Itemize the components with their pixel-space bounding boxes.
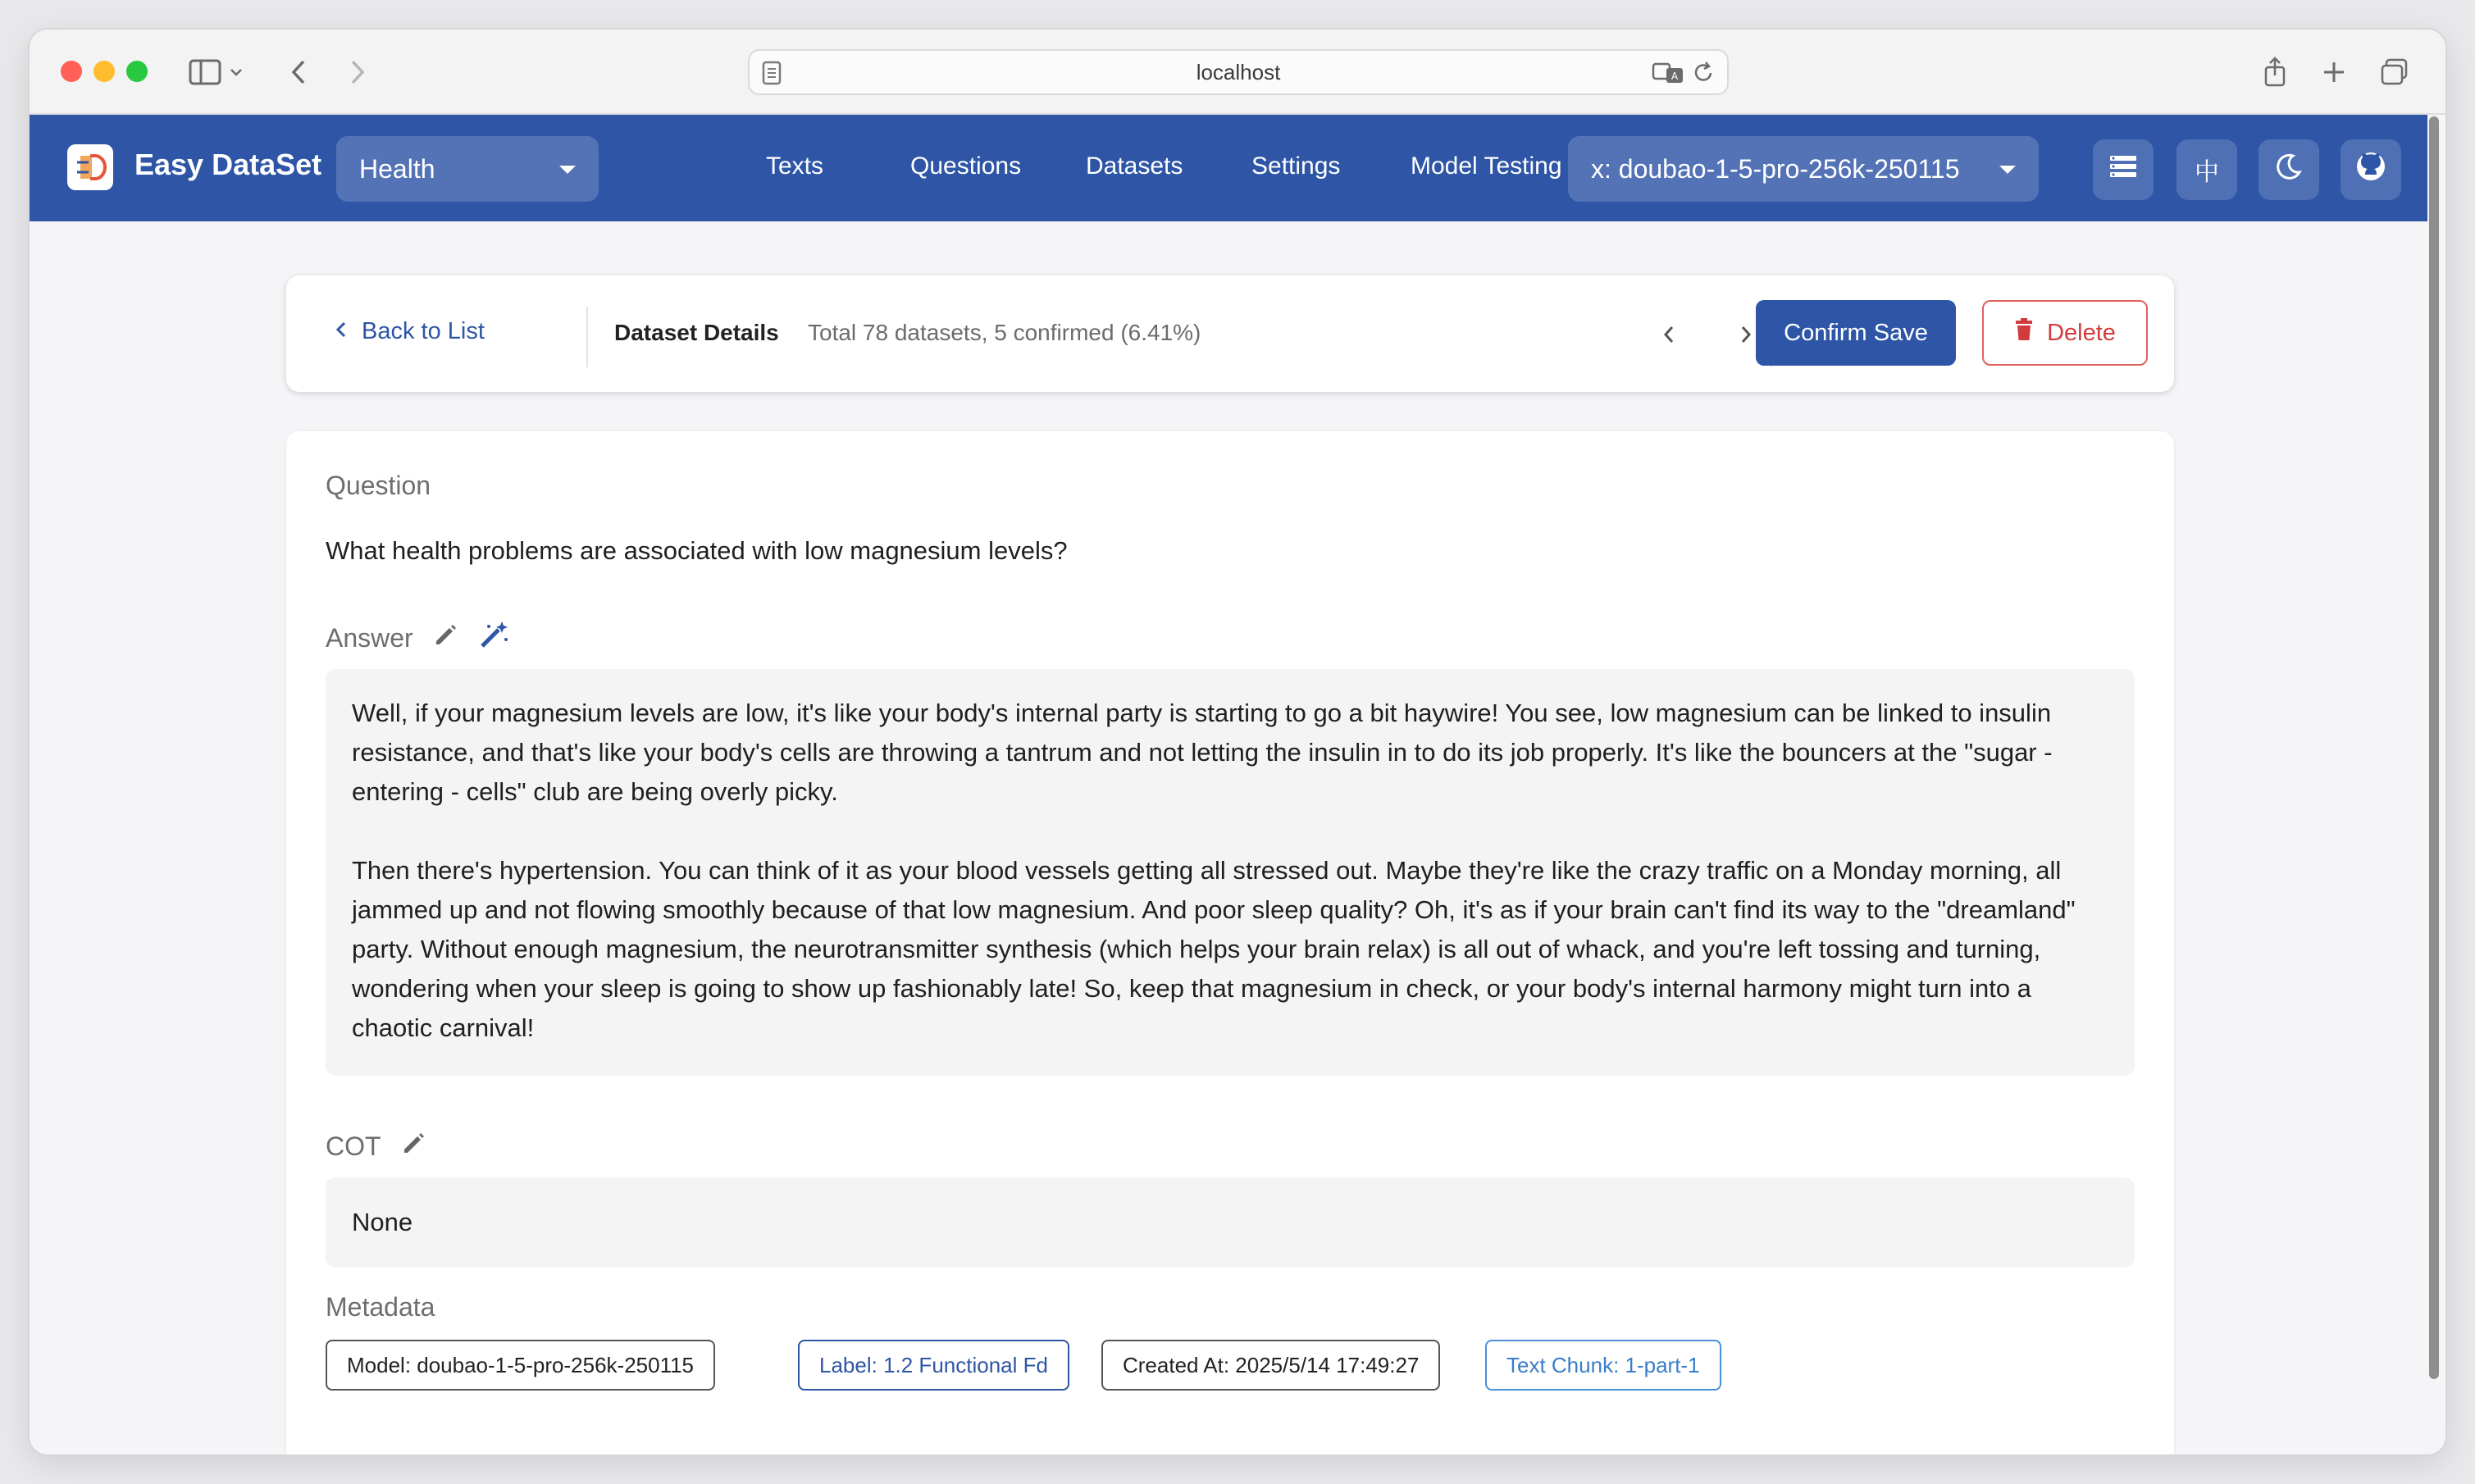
ai-optimize-icon[interactable] [479, 620, 510, 656]
nav-texts[interactable]: Texts [766, 152, 824, 180]
cot-text-box [326, 1177, 2135, 1268]
reload-icon[interactable] [1693, 61, 1716, 91]
translate-icon[interactable] [1652, 61, 1684, 91]
nav-datasets[interactable]: Datasets [1086, 152, 1183, 180]
browser-toolbar [30, 30, 2445, 115]
edit-cot-icon[interactable] [401, 1130, 427, 1163]
divider [586, 307, 588, 367]
cot-label: COT [326, 1131, 381, 1161]
nav-settings[interactable]: Settings [1251, 152, 1341, 180]
page-icon [761, 61, 782, 91]
github-button[interactable] [2341, 139, 2401, 200]
question-text: What health problems are associated with low magnesium levels? [326, 536, 1068, 565]
share-icon[interactable] [2252, 49, 2298, 95]
forward-icon[interactable] [335, 49, 381, 95]
url-text[interactable]: localhost [1196, 59, 1281, 84]
dark-mode-button[interactable] [2258, 139, 2319, 200]
app-logo [67, 144, 113, 190]
language-button[interactable] [2176, 139, 2237, 200]
confirm-save-button[interactable]: Confirm Save [1756, 300, 1956, 366]
question-label: Question [326, 471, 431, 500]
back-to-list-label: Back to List [362, 318, 485, 344]
label-chip[interactable]: Label: 1.2 Functional Fd [798, 1340, 1069, 1391]
created-at-chip: Created At: 2025/5/14 17:49:27 [1101, 1340, 1440, 1391]
answer-text-box [326, 669, 2135, 1076]
svg-text:A: A [1671, 71, 1679, 82]
edit-answer-icon[interactable] [433, 621, 459, 654]
brand-name: Easy DataSet [134, 148, 322, 181]
minimize-window-button[interactable] [93, 61, 115, 82]
model-chip: Model: doubao-1-5-pro-256k-250115 [326, 1340, 715, 1391]
page-scrollbar[interactable] [2427, 116, 2441, 1379]
chevron-left-icon [335, 318, 347, 345]
list-view-button[interactable] [2093, 139, 2154, 200]
chevron-down-icon[interactable] [220, 49, 253, 95]
zoom-window-button[interactable] [126, 61, 148, 82]
language-icon: 中 [2195, 158, 2219, 187]
github-icon [2354, 150, 2387, 189]
address-bar[interactable] [748, 49, 1729, 95]
close-window-button[interactable] [61, 61, 82, 82]
list-icon [2108, 154, 2138, 185]
dataset-details-title: Dataset Details [614, 320, 779, 345]
answer-section-header [326, 620, 510, 656]
project-select[interactable] [336, 136, 599, 202]
back-icon[interactable] [276, 49, 321, 95]
answer-paragraph: Then there's hypertension. You can think of it as your blood vessels getting all stressed out. Maybe they're like the crazy traffic on a Monday morning, all jammed up and not flowing smoothly because of that low magnesium. And poor sleep quality? Oh, it's as if your brain can't find its way to the "dreamland" party. Without enough magnesium, the neurotransmitter synthesis (which helps your brain relax) is all out of whack, and you're left tossing and turning, wondering when your sleep is going to show up fashionably late! So, keep that magnesium in check, or your body's internal harmony might turn into a chaotic carnival! [352, 856, 2076, 1042]
dataset-toolbar [286, 275, 2174, 392]
model-select[interactable] [1568, 136, 2039, 202]
metadata-label: Metadata [326, 1292, 435, 1322]
caret-down-icon [559, 166, 576, 174]
delete-button[interactable] [1982, 300, 2148, 366]
answer-paragraph: Well, if your magnesium levels are low, it's like your body's internal party is starting to go a bit haywire! You see, low magnesium can be linked to insulin resistance, and that's like your body's cells are throwing a tantrum and not letting the insulin in to do its job properly. It's like the bouncers at the "sugar - entering - cells" club are being overly picky. [352, 699, 2053, 806]
new-tab-icon[interactable] [2311, 49, 2357, 95]
app-header [30, 115, 2427, 221]
project-select-value: Health [359, 153, 435, 184]
text-chunk-chip[interactable]: Text Chunk: 1-part-1 [1485, 1340, 1721, 1391]
dataset-detail-card [286, 431, 2174, 1454]
nav-model-testing[interactable]: Model Testing [1411, 152, 1562, 180]
cot-text: None [352, 1208, 413, 1236]
dataset-stats: Total 78 datasets, 5 confirmed (6.41%) [808, 320, 1201, 345]
cot-section-header [326, 1130, 427, 1163]
previous-dataset-button[interactable] [1646, 312, 1692, 357]
trash-icon [2014, 317, 2034, 348]
model-select-value: x: doubao-1-5-pro-256k-250115 [1591, 153, 1960, 184]
answer-label: Answer [326, 622, 413, 653]
caret-down-icon [1999, 166, 2016, 174]
back-to-list-link[interactable] [335, 318, 485, 345]
dark-mode-icon [2275, 152, 2303, 187]
tabs-overview-icon[interactable] [2372, 49, 2418, 95]
delete-label: Delete [2047, 319, 2116, 346]
nav-questions[interactable]: Questions [910, 152, 1022, 180]
browser-window [30, 30, 2445, 1454]
scrollbar-thumb[interactable] [2429, 116, 2439, 1379]
